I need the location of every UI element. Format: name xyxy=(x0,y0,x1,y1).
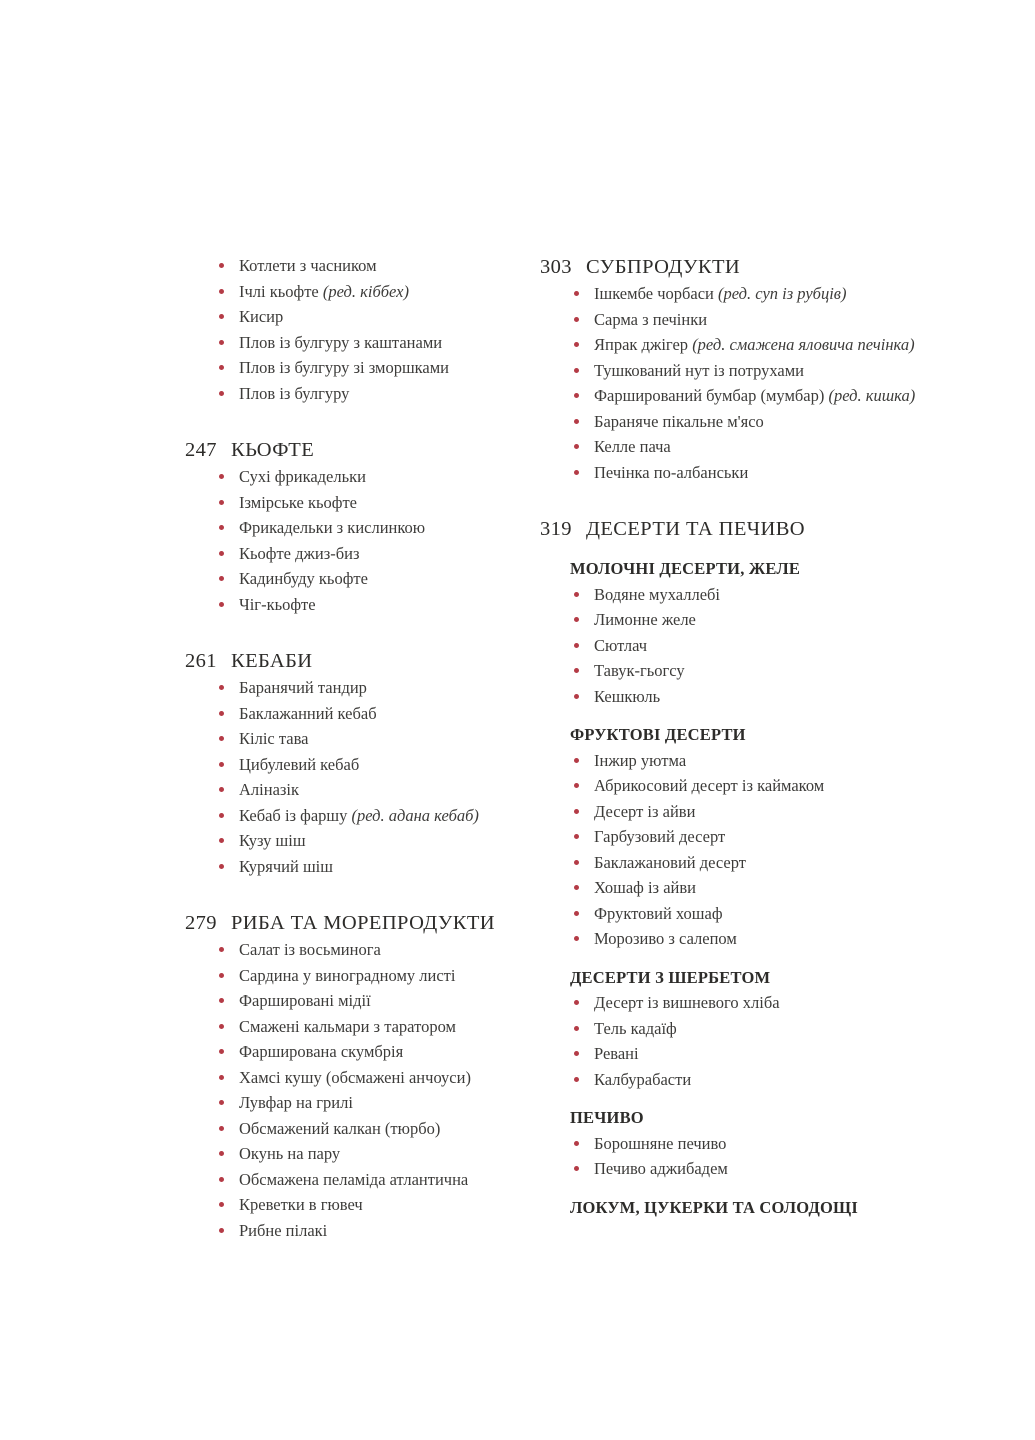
dish-name: Креветки в гювеч xyxy=(239,1195,363,1214)
bullet-icon xyxy=(219,391,224,396)
section-title: РИБА ТА МОРЕПРОДУКТИ xyxy=(231,912,496,934)
bullet-icon xyxy=(219,289,224,294)
dish-list xyxy=(540,582,930,710)
dish-name: Десерт із айви xyxy=(594,801,696,821)
toc-section xyxy=(540,515,930,1220)
dish-item xyxy=(185,490,540,516)
bullet-icon xyxy=(219,500,224,505)
dish-name: Плов із булгуру xyxy=(239,383,350,403)
dish-name: Чіг-кьофте xyxy=(239,594,316,614)
toc-column-left xyxy=(185,253,540,1243)
dish-item xyxy=(185,988,540,1014)
section-page-number: 279 xyxy=(185,912,217,934)
dish-name: Гарбузовий десерт xyxy=(594,827,726,846)
dish-name: Інжир уютма xyxy=(594,750,687,770)
dish-item xyxy=(540,1041,930,1067)
dish-item xyxy=(540,926,930,952)
dish-item xyxy=(540,1131,930,1157)
bullet-icon xyxy=(219,838,224,843)
section-heading xyxy=(185,436,540,464)
dish-name: Фарширована скумбрія xyxy=(239,1042,404,1061)
bullet-icon xyxy=(219,602,224,607)
bullet-icon xyxy=(219,365,224,370)
dish-list xyxy=(185,937,540,1243)
dish-list xyxy=(185,675,540,879)
dish-item xyxy=(185,330,540,356)
dish-name: Кіліс тава xyxy=(239,729,309,748)
dish-name: Котлети з часником xyxy=(239,256,377,275)
dish-note: (ред. кишка) xyxy=(828,386,916,405)
subsection-heading: МОЛОЧНІ ДЕСЕРТИ, ЖЕЛЕ xyxy=(570,559,801,578)
dish-name: Обсмажений калкан (тюрбо) xyxy=(239,1118,441,1138)
dish-name: Келле пача xyxy=(594,437,671,456)
toc-section xyxy=(185,647,540,879)
bullet-icon xyxy=(219,736,224,741)
dish-item xyxy=(540,875,930,901)
dish-name: Фаршировані мідії xyxy=(239,991,371,1010)
dish-list xyxy=(185,464,540,617)
dish-item xyxy=(185,1039,540,1065)
dish-item xyxy=(185,541,540,567)
dish-item xyxy=(185,854,540,880)
bullet-icon xyxy=(574,936,579,941)
dish-item xyxy=(540,332,930,358)
bullet-icon xyxy=(574,368,579,373)
toc-section xyxy=(185,253,540,406)
dish-item xyxy=(185,701,540,727)
dish-item xyxy=(185,1167,540,1193)
dish-item xyxy=(185,1014,540,1040)
bullet-icon xyxy=(574,694,579,699)
dish-list xyxy=(185,253,540,406)
dish-list xyxy=(540,1131,930,1182)
dish-name: Фарширований бумбар (мумбар) xyxy=(594,386,825,405)
dish-name: Баклажановий десерт xyxy=(594,852,746,872)
dish-note: (ред. смажена яловича печінка) xyxy=(692,335,915,354)
section-page-number: 303 xyxy=(540,256,572,278)
dish-name: Ізмірське кьофте xyxy=(239,492,357,512)
dish-item xyxy=(185,752,540,778)
dish-item xyxy=(185,253,540,279)
dish-name: Тавук-гьогсу xyxy=(594,661,685,680)
bullet-icon xyxy=(219,787,224,792)
section-title: КЕБАБИ xyxy=(231,650,313,672)
bullet-icon xyxy=(219,685,224,690)
dish-name: Ічлі кьофте xyxy=(239,281,319,301)
section-title: ДЕСЕРТИ ТА ПЕЧИВО xyxy=(586,518,805,540)
dish-name: Кузу шіш xyxy=(239,831,306,850)
dish-name: Обсмажена пеламіда атлантична xyxy=(239,1169,469,1189)
dish-name: Смажені кальмари з таратором xyxy=(239,1016,456,1036)
dish-item xyxy=(185,828,540,854)
dish-name: Кисир xyxy=(239,307,284,326)
dish-item xyxy=(185,381,540,407)
bullet-icon xyxy=(574,444,579,449)
dish-name: Кешкюль xyxy=(594,686,661,706)
toc-section xyxy=(185,909,540,1243)
bullet-icon xyxy=(219,340,224,345)
dish-item xyxy=(540,582,930,608)
dish-item xyxy=(540,460,930,486)
dish-item xyxy=(185,937,540,963)
dish-item xyxy=(185,464,540,490)
dish-name: Кадинбуду кьофте xyxy=(239,569,368,588)
bullet-icon xyxy=(574,470,579,475)
dish-name: Десерт із вишневого хліба xyxy=(594,993,780,1012)
subsection-heading: ПЕЧИВО xyxy=(570,1108,644,1127)
dish-name: Курячий шіш xyxy=(239,856,333,876)
dish-list xyxy=(540,748,930,952)
bullet-icon xyxy=(219,1075,224,1080)
bullet-icon xyxy=(219,1202,224,1207)
bullet-icon xyxy=(219,1151,224,1156)
dish-item xyxy=(540,658,930,684)
dish-name: Сютлач xyxy=(594,635,648,655)
dish-name: Фруктовий хошаф xyxy=(594,903,723,923)
dish-name: Ішкембе чорбаси xyxy=(594,284,714,303)
bullet-icon xyxy=(574,668,579,673)
dish-item xyxy=(540,901,930,927)
dish-item xyxy=(185,515,540,541)
bullet-icon xyxy=(219,1177,224,1182)
dish-item xyxy=(540,799,930,825)
dish-name: Бараняче пікальне м'ясо xyxy=(594,411,764,431)
dish-item xyxy=(185,1065,540,1091)
bullet-icon xyxy=(574,393,579,398)
dish-name: Сухі фрикадельки xyxy=(239,467,366,486)
bullet-icon xyxy=(219,1126,224,1131)
dish-item xyxy=(540,1016,930,1042)
dish-item xyxy=(185,279,540,305)
dish-name: Ревані xyxy=(594,1044,639,1063)
bullet-icon xyxy=(574,911,579,916)
section-page-number: 261 xyxy=(185,650,217,672)
dish-item xyxy=(540,607,930,633)
dish-item xyxy=(540,773,930,799)
dish-name: Салат із восьминога xyxy=(239,940,381,959)
dish-item xyxy=(540,684,930,710)
dish-name: Кебаб із фаршу xyxy=(239,805,348,825)
dish-item xyxy=(540,824,930,850)
bullet-icon xyxy=(219,1049,224,1054)
dish-item xyxy=(185,304,540,330)
dish-list xyxy=(540,990,930,1092)
bullet-icon xyxy=(574,834,579,839)
bullet-icon xyxy=(574,1026,579,1031)
bullet-icon xyxy=(574,1166,579,1171)
dish-name: Окунь на пару xyxy=(239,1144,341,1163)
section-heading xyxy=(540,253,930,281)
toc-section xyxy=(185,436,540,617)
dish-name: Абрикосовий десерт із каймаком xyxy=(594,776,825,795)
dish-name: Калбурабасти xyxy=(594,1069,692,1089)
dish-name: Лувфар на грилі xyxy=(239,1093,353,1112)
dish-name: Морозиво з салепом xyxy=(594,929,737,948)
dish-name: Хошаф із айви xyxy=(594,878,696,897)
bullet-icon xyxy=(219,551,224,556)
bullet-icon xyxy=(574,342,579,347)
dish-item xyxy=(185,592,540,618)
bullet-icon xyxy=(574,1077,579,1082)
dish-item xyxy=(185,1141,540,1167)
bullet-icon xyxy=(219,525,224,530)
bullet-icon xyxy=(219,813,224,818)
bullet-icon xyxy=(574,1141,579,1146)
dish-item xyxy=(540,1156,930,1182)
dish-name: Кьофте джиз-биз xyxy=(239,543,360,563)
section-title: СУБПРОДУКТИ xyxy=(586,256,741,278)
dish-item xyxy=(540,434,930,460)
bullet-icon xyxy=(574,860,579,865)
subsection-heading: ЛОКУМ, ЦУКЕРКИ ТА СОЛОДОЩІ xyxy=(570,1197,858,1217)
dish-name: Фрикадельки з кислинкою xyxy=(239,518,426,537)
bullet-icon xyxy=(574,291,579,296)
dish-name: Плов із булгуру зі зморшками xyxy=(239,358,450,377)
bullet-icon xyxy=(574,317,579,322)
dish-name: Печінка по-албанськи xyxy=(594,462,749,482)
dish-item xyxy=(185,675,540,701)
bullet-icon xyxy=(574,758,579,763)
bullet-icon xyxy=(219,314,224,319)
dish-list xyxy=(540,281,930,485)
bullet-icon xyxy=(219,711,224,716)
dish-item xyxy=(540,990,930,1016)
bullet-icon xyxy=(574,783,579,788)
dish-name: Плов із булгуру з каштанами xyxy=(239,332,443,352)
dish-name: Япрак джігер xyxy=(594,335,689,354)
dish-item xyxy=(540,633,930,659)
dish-name: Баранячий тандир xyxy=(239,678,367,697)
bullet-icon xyxy=(219,998,224,1003)
subsection-heading: ФРУКТОВІ ДЕСЕРТИ xyxy=(570,725,746,744)
bullet-icon xyxy=(219,263,224,268)
dish-name: Аліназік xyxy=(239,780,300,799)
dish-name: Печиво аджибадем xyxy=(594,1159,728,1178)
bullet-icon xyxy=(574,1000,579,1005)
dish-item xyxy=(185,803,540,829)
dish-item xyxy=(185,355,540,381)
dish-item xyxy=(185,1116,540,1142)
dish-item xyxy=(185,1090,540,1116)
dish-name: Борошняне печиво xyxy=(594,1133,727,1153)
dish-name: Рибне пілакі xyxy=(239,1220,328,1240)
dish-item xyxy=(540,748,930,774)
section-title: КЬОФТЕ xyxy=(231,439,315,461)
dish-name: Цибулевий кебаб xyxy=(239,754,360,774)
bullet-icon xyxy=(219,762,224,767)
bullet-icon xyxy=(219,947,224,952)
section-page-number: 319 xyxy=(540,518,572,540)
dish-item xyxy=(185,1218,540,1244)
dish-name: Сардина у виноградному листі xyxy=(239,965,456,985)
dish-item xyxy=(185,963,540,989)
dish-note: (ред. адана кебаб) xyxy=(351,805,479,825)
toc-section xyxy=(540,253,930,485)
bullet-icon xyxy=(219,1228,224,1233)
dish-item xyxy=(540,383,930,409)
dish-note: (ред. суп із рубців) xyxy=(718,284,847,303)
dish-name: Тушкований нут із потрухами xyxy=(594,360,804,380)
dish-item xyxy=(185,777,540,803)
bullet-icon xyxy=(219,864,224,869)
bullet-icon xyxy=(574,419,579,424)
bullet-icon xyxy=(574,1051,579,1056)
dish-item xyxy=(540,307,930,333)
dish-item xyxy=(185,566,540,592)
dish-name: Сарма з печінки xyxy=(594,309,708,329)
dish-note: (ред. кіббех) xyxy=(322,281,409,301)
subsection-heading: ДЕСЕРТИ З ШЕРБЕТОМ xyxy=(570,967,771,987)
bullet-icon xyxy=(219,576,224,581)
bullet-icon xyxy=(219,1100,224,1105)
section-heading xyxy=(540,515,930,543)
dish-item xyxy=(185,1192,540,1218)
dish-item xyxy=(185,726,540,752)
bullet-icon xyxy=(574,592,579,597)
dish-item xyxy=(540,358,930,384)
toc-column-right xyxy=(540,253,930,1220)
section-heading xyxy=(185,647,540,675)
bullet-icon xyxy=(219,1024,224,1029)
dish-name: Баклажанний кебаб xyxy=(239,703,377,723)
section-page-number: 247 xyxy=(185,439,217,461)
dish-item xyxy=(540,409,930,435)
dish-name: Водяне мухаллебі xyxy=(594,584,721,604)
bullet-icon xyxy=(574,617,579,622)
dish-item xyxy=(540,1067,930,1093)
dish-name: Тель кадаїф xyxy=(594,1018,677,1038)
dish-item xyxy=(540,281,930,307)
dish-item xyxy=(540,850,930,876)
dish-name: Лимонне желе xyxy=(594,610,696,629)
dish-name: Хамсі кушу (обсмажені анчоуси) xyxy=(239,1067,471,1087)
bullet-icon xyxy=(574,885,579,890)
bullet-icon xyxy=(219,474,224,479)
section-heading xyxy=(185,909,540,937)
bullet-icon xyxy=(574,809,579,814)
bullet-icon xyxy=(219,973,224,978)
bullet-icon xyxy=(574,643,579,648)
